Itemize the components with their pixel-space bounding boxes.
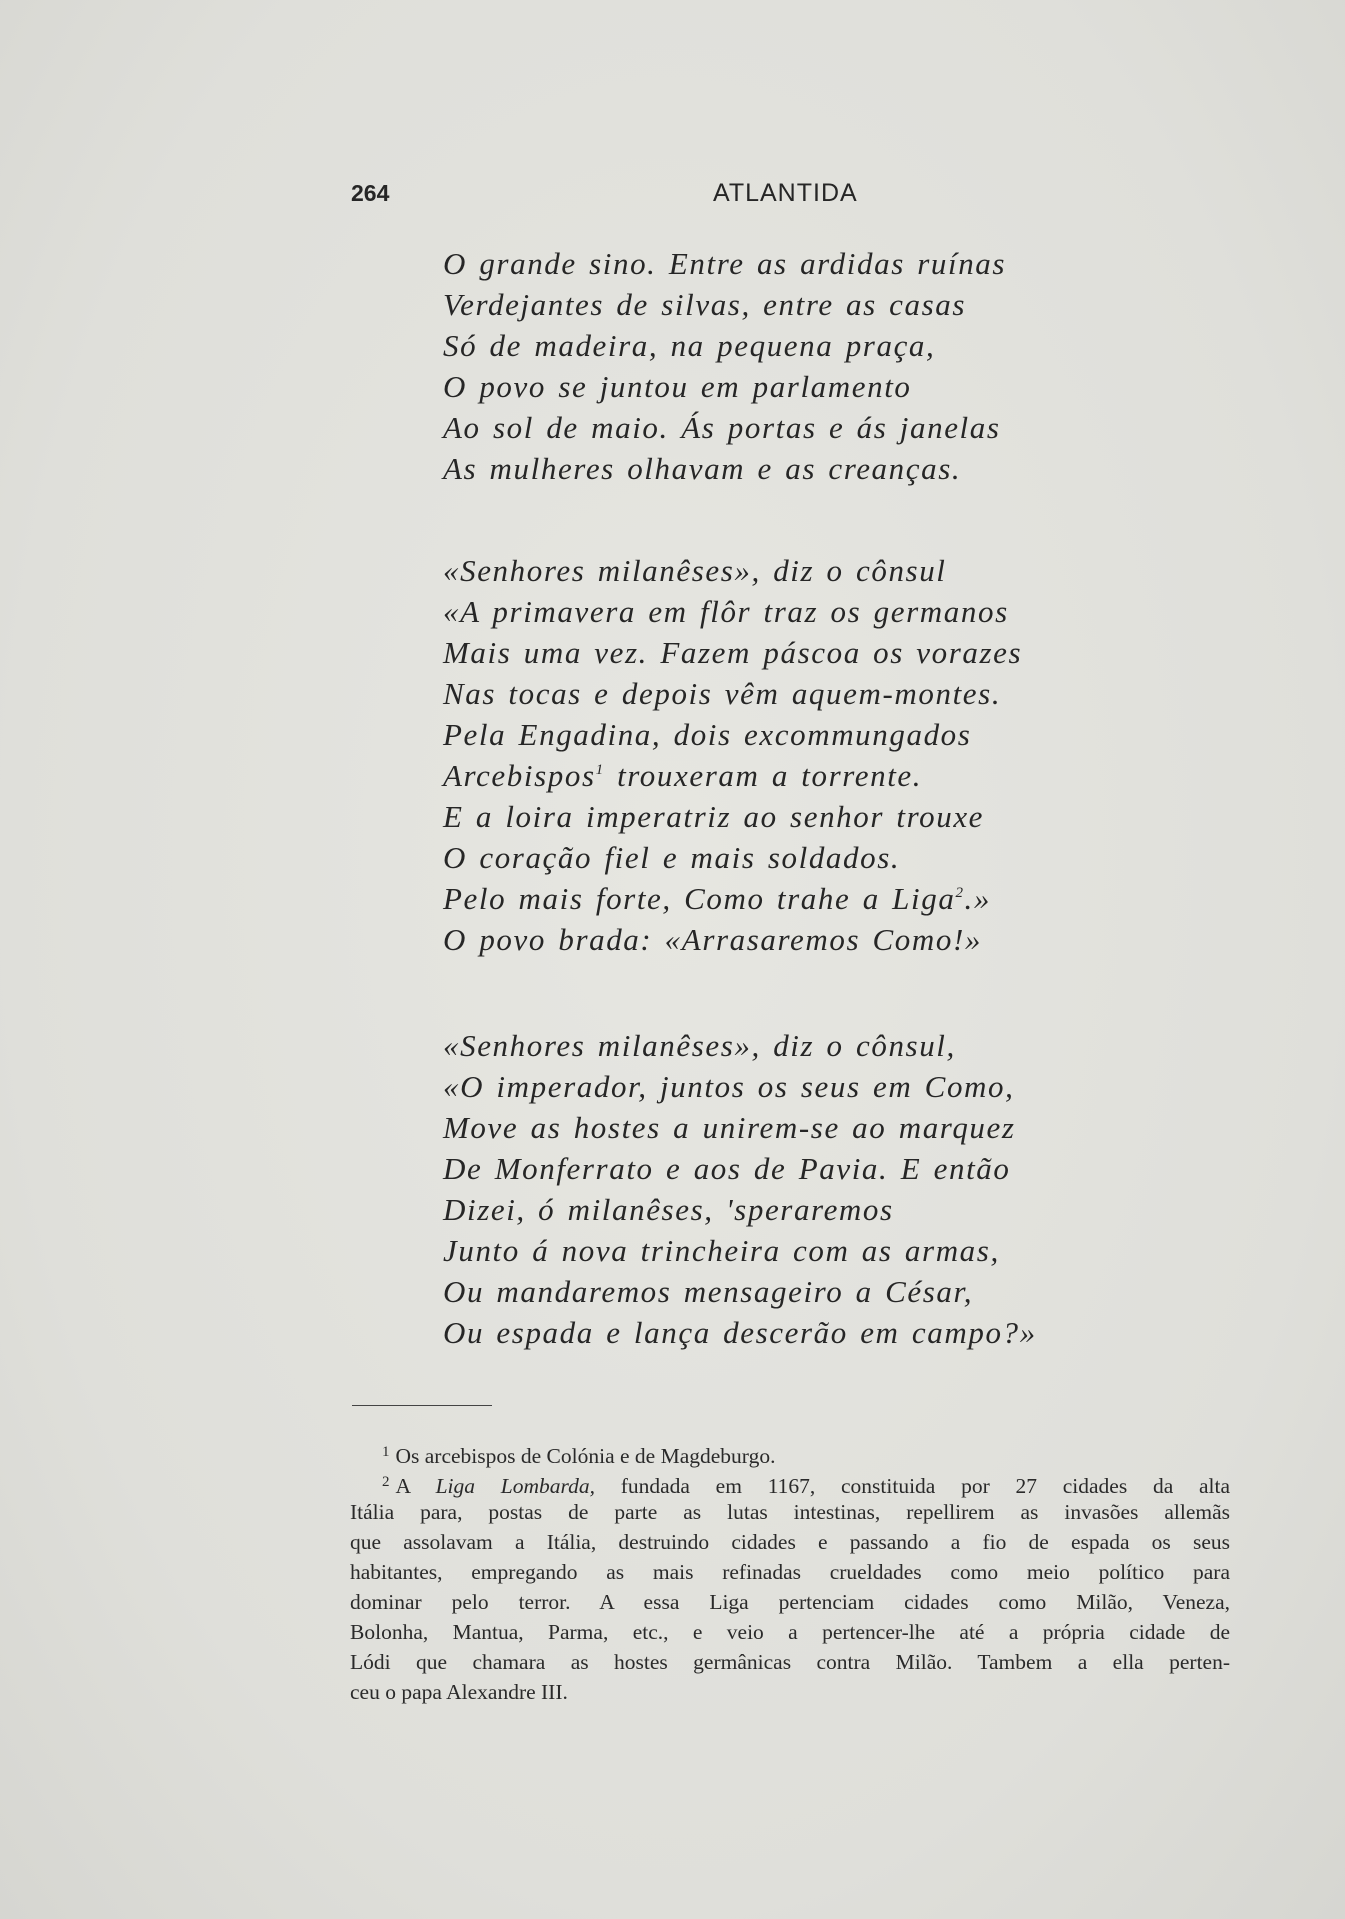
stanza-2 xyxy=(443,550,1022,960)
verse-line: Mais uma vez. Fazem páscoa os vorazes xyxy=(443,635,1023,670)
verse-line: «O imperador, juntos os seus em Como, xyxy=(443,1069,1015,1104)
footnote-1 xyxy=(350,1437,1230,1467)
footnote-2-line: Bolonha, Mantua, Parma, etc., e veio a pertencer-lhe até a própria cidade de xyxy=(350,1620,1230,1644)
verse-text: Pelo mais forte, Como trahe a Liga xyxy=(443,881,956,916)
footnote-text: A xyxy=(395,1474,436,1498)
footnote-2-line: ceu o papa Alexandre III. xyxy=(350,1680,568,1704)
verse-line: O grande sino. Entre as ardidas ruínas xyxy=(443,246,1007,281)
verse-line: O povo se juntou em parlamento xyxy=(443,369,912,404)
verse-line: Ao sol de maio. Ás portas e ás janelas xyxy=(443,410,1001,445)
verse-text: .» xyxy=(964,881,991,916)
footnote-text: Os arcebispos de Colónia e de Magdeburgo. xyxy=(395,1444,776,1468)
footnote-2-line xyxy=(350,1467,1230,1497)
footnote-title: Liga Lombarda, xyxy=(435,1474,595,1498)
footnote-number: 2 xyxy=(382,1474,390,1490)
verse-line: Ou espada e lança descerão em campo?» xyxy=(443,1315,1037,1350)
verse-text: trouxeram a torrente. xyxy=(604,758,923,793)
footnote-2-line: Lódi que chamara as hostes germânicas contra Milão. Tambem a ella perten- xyxy=(350,1650,1230,1674)
verse-line: Junto á nova trincheira com as armas, xyxy=(443,1233,1000,1268)
footnotes xyxy=(350,1437,1230,1707)
verse-line: Ou mandaremos mensageiro a César, xyxy=(443,1274,974,1309)
verse-line: Só de madeira, na pequena praça, xyxy=(443,328,936,363)
footnote-ref-2: 2 xyxy=(955,885,965,901)
verse-line: Move as hostes a unirem-se ao marquez xyxy=(443,1110,1016,1145)
verse-line: Verdejantes de silvas, entre as casas xyxy=(443,287,967,322)
footnote-2-line: Itália para, postas de parte as lutas intestinas, repellirem as invasões allemãs xyxy=(350,1500,1230,1524)
verse-line: As mulheres olhavam e as creanças. xyxy=(443,451,962,486)
verse-line-liga xyxy=(443,878,1022,919)
verse-text: Arcebispos xyxy=(443,758,596,793)
footnote-text: fundada em 1167, constituida por 27 cidades da alta xyxy=(594,1474,1231,1498)
running-title: ATLANTIDA xyxy=(713,179,858,207)
verse-line-arcebispos xyxy=(443,755,1022,796)
verse-line: E a loira imperatriz ao senhor trouxe xyxy=(443,799,985,834)
verse-line: O povo brada: «Arrasaremos Como!» xyxy=(443,922,982,957)
footnote-ref-1: 1 xyxy=(595,762,605,778)
page-number: 264 xyxy=(351,180,390,206)
verse-line: Dizei, ó milanêses, 'speraremos xyxy=(443,1192,894,1227)
verse-line: Pela Engadina, dois excommungados xyxy=(443,717,972,752)
verse-line: «A primavera em flôr traz os germanos xyxy=(443,594,1009,629)
footnote-2-line: dominar pelo terror. A essa Liga pertenciam cidades como Milão, Veneza, xyxy=(350,1590,1230,1614)
verse-line: «Senhores milanêses», diz o cônsul, xyxy=(443,1028,956,1063)
footnote-number: 1 xyxy=(382,1444,390,1460)
footnote-separator xyxy=(352,1405,492,1406)
verse-line: «Senhores milanêses», diz o cônsul xyxy=(443,553,947,588)
footnote-2-line: que assolavam a Itália, destruindo cidades e passando a fio de espada os seus xyxy=(350,1530,1230,1554)
verse-line: Nas tocas e depois vêm aquem-montes. xyxy=(443,676,1002,711)
verse-line: O coração fiel e mais soldados. xyxy=(443,840,901,875)
footnote-2-line: habitantes, empregando as mais refinadas crueldades como meio político para xyxy=(350,1560,1230,1584)
stanza-3 xyxy=(443,1025,1037,1353)
verse-line: De Monferrato e aos de Pavia. E então xyxy=(443,1151,1011,1186)
stanza-1 xyxy=(443,243,1006,489)
